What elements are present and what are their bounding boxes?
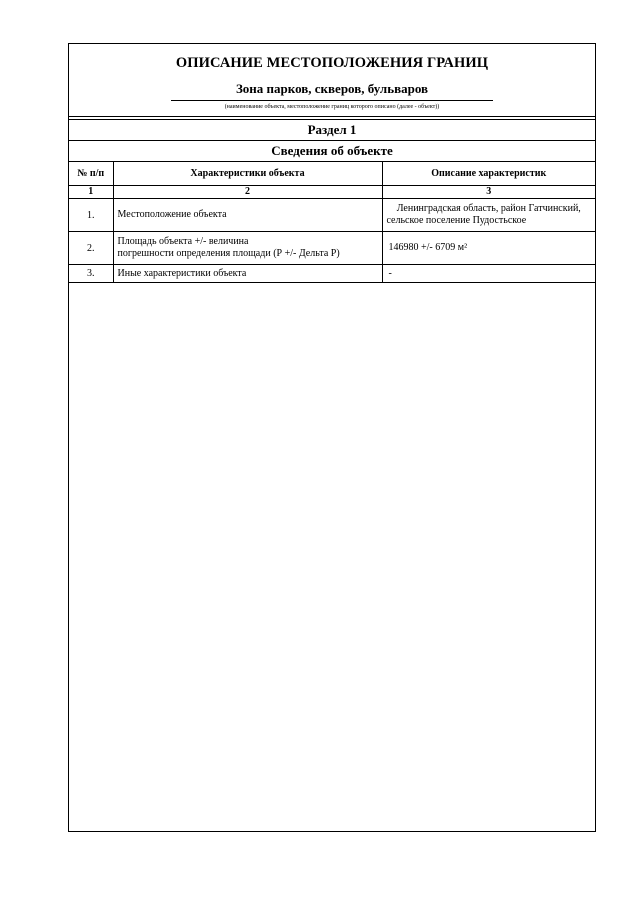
object-name-caption: (наименование объекта, местоположение границ которого описано (далее - объект)) (224, 104, 440, 110)
header-characteristics: Характеристики объекта (113, 162, 382, 186)
row-number: 3. (69, 265, 113, 283)
header-description: Описание характеристик (382, 162, 595, 186)
col-number-2: 2 (113, 186, 382, 199)
col-number-3: 3 (382, 186, 595, 199)
row-characteristic (113, 232, 382, 265)
row-value (382, 265, 595, 283)
col-number-1: 1 (69, 186, 113, 199)
table-number-row (69, 186, 595, 199)
row-number: 2. (69, 232, 113, 265)
object-info-table (69, 162, 595, 283)
row-characteristic-line: погрешности определения площади (Р +/- Дельта Р) (117, 248, 340, 259)
object-name-underline (171, 100, 493, 101)
info-title: Сведения об объекте (69, 141, 595, 162)
document-title: ОПИСАНИЕ МЕСТОПОЛОЖЕНИЯ ГРАНИЦ (175, 55, 489, 71)
table-row (69, 265, 595, 283)
document-frame (68, 43, 596, 832)
row-value-line: - (388, 267, 392, 279)
header-num: № п/п (69, 162, 113, 186)
row-value (382, 232, 595, 265)
row-value-line: 146980 +/- 6709 м² (388, 242, 468, 253)
object-name: Зона парков, скверов, бульваров (235, 81, 429, 96)
section-title: Раздел 1 (69, 120, 595, 141)
document-header (69, 44, 595, 117)
row-characteristic (113, 265, 382, 283)
table-row (69, 199, 595, 232)
table-header-row (69, 162, 595, 186)
row-value-line: Ленинградская область, район Гатчинский, (396, 203, 581, 214)
row-value-line: сельское поселение Пудостьское (386, 215, 527, 226)
row-characteristic-line: Иные характеристики объекта (117, 267, 247, 279)
row-value (382, 199, 595, 232)
row-number: 1. (69, 199, 113, 232)
row-characteristic (113, 199, 382, 232)
row-characteristic-line: Местоположение объекта (117, 209, 227, 220)
table-row (69, 232, 595, 265)
row-characteristic-line: Площадь объекта +/- величина (117, 236, 249, 247)
